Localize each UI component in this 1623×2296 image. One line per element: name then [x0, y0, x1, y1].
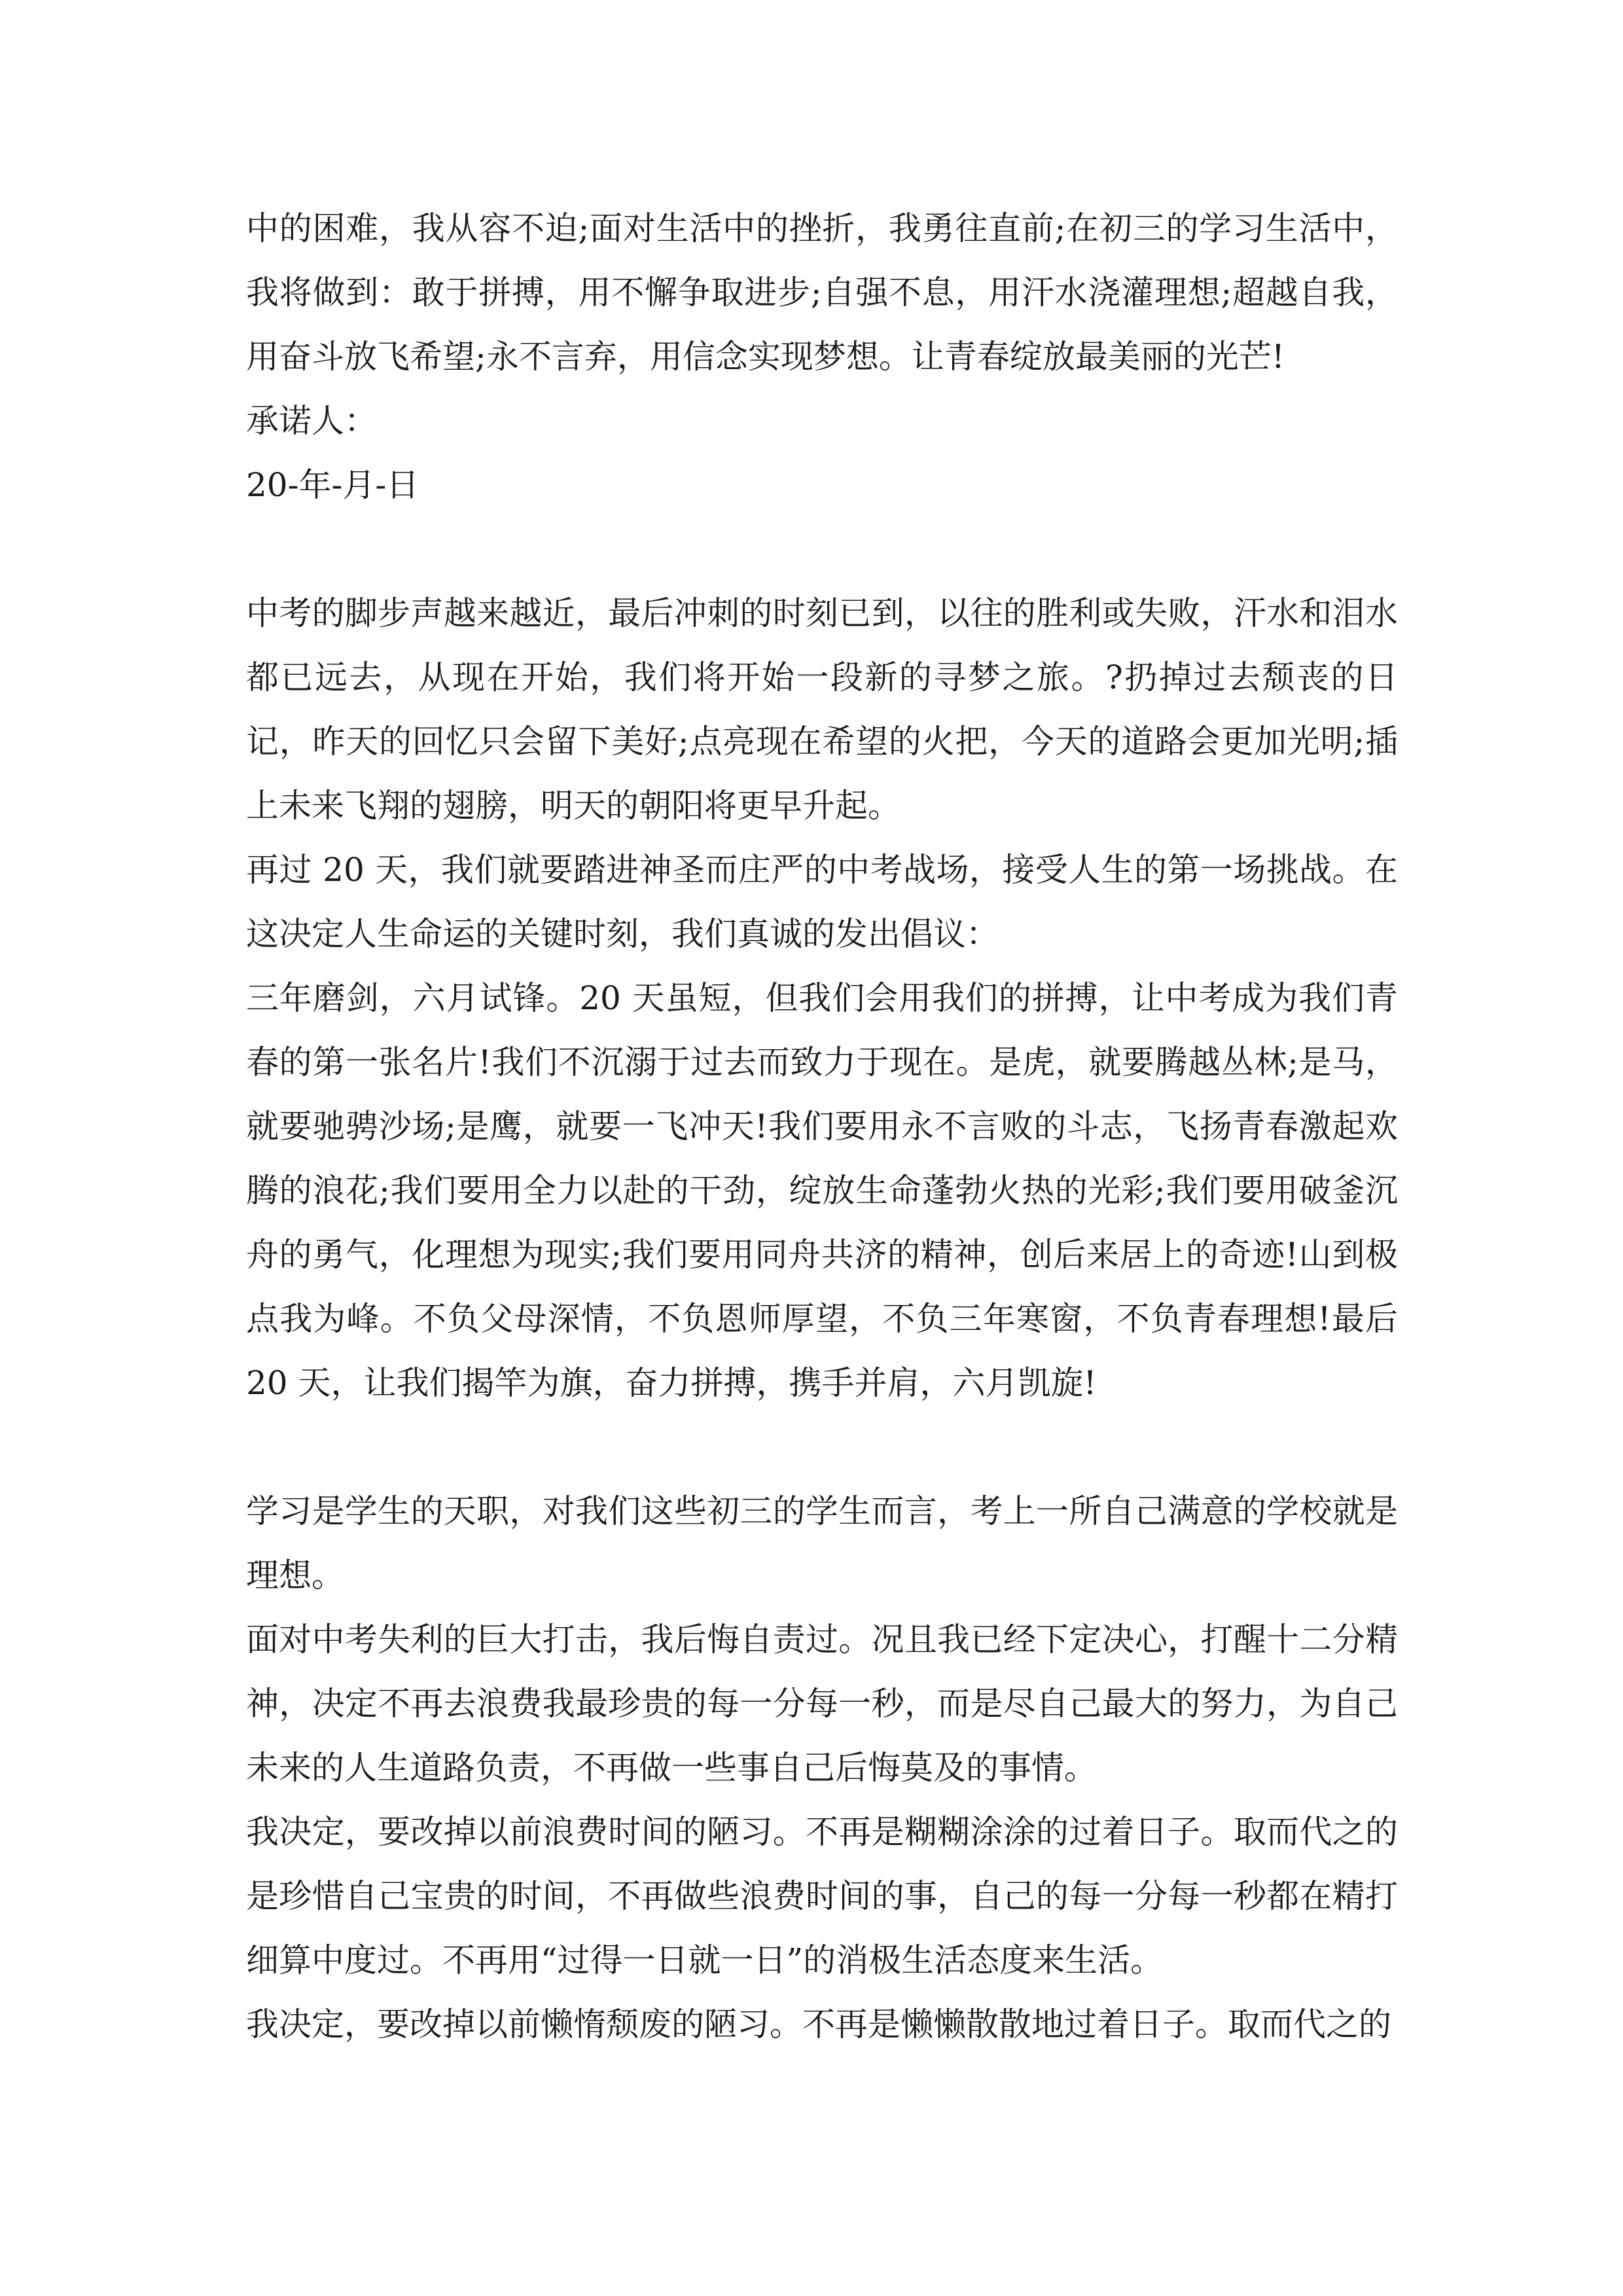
time-habit-paragraph: 我决定，要改掉以前浪费时间的陋习。不再是糊糊涂涂的过着日子。取而代之的是珍惜自己宝贵的时间，不再做些浪费时间的事，自己的每一分每一秒都在精打细算中度过。不再用“过得一日就一日”的消极生活态度来生活。 — [246, 1813, 1398, 1979]
pledge-date: 20-年-月-日 — [246, 466, 419, 504]
exam-intro-paragraph: 中考的脚步声越来越近，最后冲刺的时刻已到，以往的胜利或失败，汗水和泪水都已远去，从现在开始，我们将开始一段新的寻梦之旅。?扔掉过去颓丧的日记，昨天的回忆只会留下美好;点亮现在希望的火把，今天的道路会更加光明;插上未来飞翔的翅膀，明天的朝阳将更早升起。 — [246, 594, 1398, 825]
laziness-habit-paragraph: 我决定，要改掉以前懒惰颓废的陋习。不再是懒懒散散地过着日子。取而代之的 — [246, 2005, 1391, 2043]
signer-label: 承诺人： — [246, 402, 377, 440]
exam-resolve-paragraph: 三年磨剑，六月试锋。20 天虽短，但我们会用我们的拼搏，让中考成为我们青春的第一张名片!我们不沉溺于过去而致力于现在。是虎，就要腾越丛林;是马，就要驰骋沙场;是鹰，就要一飞冲天!我们要用永不言败的斗志，飞扬青春激起欢腾的浪花;我们要用全力以赴的干劲，绽放生命蓬勃火热的光彩;我们要用破釜沉舟的勇气，化理想为现实;我们要用同舟共济的精神，创后来居上的奇迹!山到极点我为峰。不负父母深情，不负恩师厚望，不负三年寒窗，不负青春理想!最后 20 天，让我们揭竿为旗，奋力拼搏，携手并肩，六月凯旋! — [246, 979, 1398, 1402]
setback-paragraph: 面对中考失利的巨大打击，我后悔自责过。况且我已经下定决心，打醒十二分精神，决定不再去浪费我最珍贵的每一分每一秒，而是尽自己最大的努力，为自己未来的人生道路负责，不再做一些事自己后悔莫及的事情。 — [246, 1621, 1398, 1787]
section-gap — [246, 1415, 1398, 1479]
study-duty-paragraph: 学习是学生的天职，对我们这些初三的学生而言，考上一所自己满意的学校就是理想。 — [246, 1492, 1398, 1594]
section-gap — [246, 517, 1398, 581]
exam-proposal-paragraph: 再过 20 天，我们就要踏进神圣而庄严的中考战场，接受人生的第一场挑战。在这决定人生命运的关键时刻，我们真诚的发出倡议： — [246, 851, 1398, 953]
pledge-closing-paragraph: 中的困难，我从容不迫;面对生活中的挫折，我勇往直前;在初三的学习生活中，我将做到：敢于拼搏，用不懈争取进步;自强不息，用汗水浇灌理想;超越自我，用奋斗放飞希望;永不言弃，用信念实现梦想。让青春绽放最美丽的光芒! — [246, 209, 1398, 376]
document-body — [246, 196, 1398, 2056]
